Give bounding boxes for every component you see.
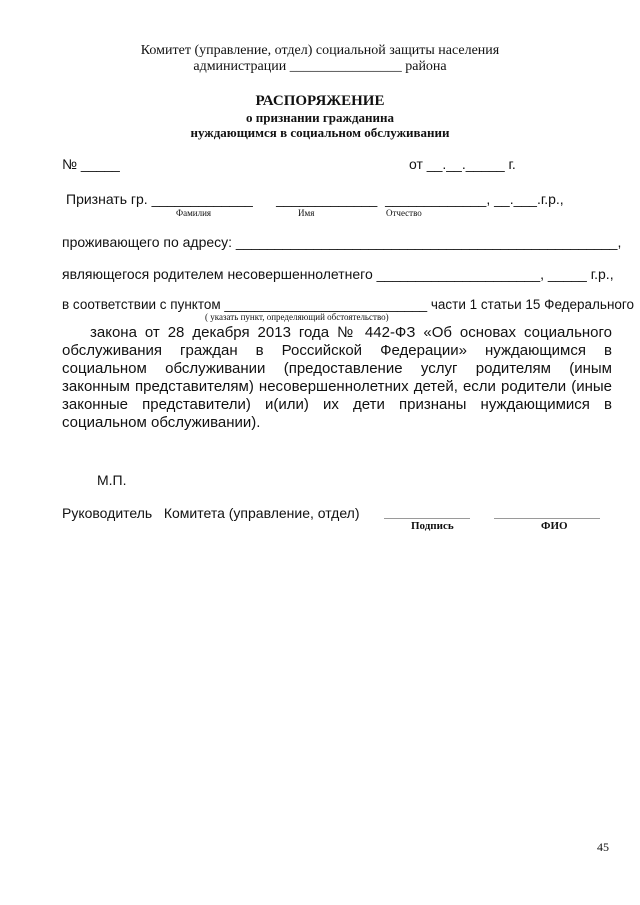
caption-surname: Фамилия (176, 208, 212, 218)
document-date: от __.__._____ г. (409, 156, 516, 172)
signature-line (384, 518, 470, 519)
accordance-line: в соответствии с пунктом ___________________________ части 1 статьи 15 Федерального (62, 297, 635, 312)
parent-line: являющегося родителем несовершеннолетнего _____________________, _____ г.р., (62, 266, 614, 282)
header-line-committee: Комитет (управление, отдел) социальной защиты населения (140, 43, 500, 58)
document-subtitle-2: нуждающимся в социальном обслуживании (190, 125, 450, 140)
header-line-administration: администрации ________________ района (193, 59, 447, 74)
full-name-caption: ФИО (541, 520, 568, 532)
decision-paragraph: закона от 28 декабря 2013 года № 442-ФЗ «Об основах социального обслуживания граждан в Российской Федерации» нуждающимся в социальном обслуживании (предоставление услуг родителям (иным законным представителям) несовершеннолетних детей, если родители (иные законные представители) и(или) их дети признаны нуждающимися в социальном обслуживании). (62, 324, 612, 431)
full-name-line (494, 518, 600, 519)
document-number: № _____ (62, 156, 120, 172)
recognize-line: Признать гр. _____________ _____________ _____________, __.___.г.р., (66, 191, 564, 207)
stamp-placeholder: М.П. (97, 472, 127, 488)
document-subtitle-1: о признании гражданина (245, 110, 394, 125)
caption-name: Имя (298, 208, 315, 218)
signature-position: Руководитель Комитета (управление, отдел) (62, 505, 360, 521)
address-line: проживающего по адресу: _________________________________________________, (62, 234, 622, 250)
page-number: 45 (597, 840, 609, 854)
signature-caption: Подпись (411, 520, 454, 532)
document-title: РАСПОРЯЖЕНИЕ (255, 93, 385, 109)
caption-clause: ( указать пункт, определяющий обстоятельство) (205, 312, 389, 322)
caption-patronymic: Отчество (386, 208, 422, 218)
